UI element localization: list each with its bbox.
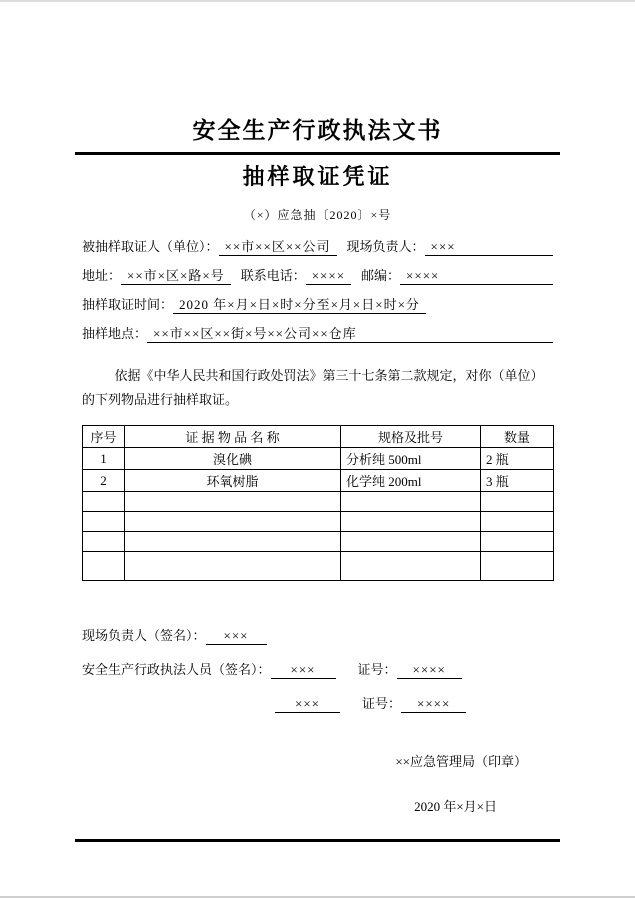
cell-seq: 1	[83, 448, 125, 470]
cell-spec-batch	[341, 512, 481, 532]
column-header-seq: 序号	[83, 426, 125, 448]
column-header-item-name: 证 据 物 品 名 称	[125, 426, 341, 448]
enforcer-signature-line-1	[82, 659, 553, 679]
cell-seq	[83, 492, 125, 512]
cell-spec-batch: 分析纯 500ml	[341, 448, 481, 470]
site-manager-signature-line	[82, 625, 553, 645]
cell-item-name	[125, 512, 341, 532]
field-line-sampling-time	[82, 294, 553, 323]
cert-number-label-1: 证号：	[357, 662, 397, 677]
address-label: 地址：	[82, 268, 122, 283]
form-fields	[82, 236, 553, 352]
cell-quantity: 2 瓶	[481, 448, 554, 470]
cell-item-name	[125, 552, 341, 581]
cell-spec-batch	[341, 492, 481, 512]
cell-quantity: 3 瓶	[481, 470, 554, 492]
sampled-party-label: 被抽样取证人（单位）：	[82, 239, 219, 254]
cell-item-name	[125, 532, 341, 552]
enforcer1-name-value: ×××	[271, 662, 336, 679]
cell-spec-batch	[341, 552, 481, 581]
phone-label: 联系电话：	[240, 268, 306, 283]
document-number: （×）应急抽〔2020〕×号	[243, 208, 392, 222]
cell-item-name	[125, 492, 341, 512]
table-row-empty	[83, 492, 554, 512]
sampling-location-label: 抽样地点：	[82, 326, 148, 341]
sampled-party-value: ××市××区××公司	[219, 236, 337, 256]
cell-seq	[83, 532, 125, 552]
signature-section	[82, 625, 553, 713]
cell-quantity	[481, 552, 554, 581]
cell-seq	[83, 512, 125, 532]
enforcer2-name-value: ×××	[275, 696, 340, 713]
enforcer-signature-label: 安全生产行政执法人员（签名）：	[82, 662, 271, 677]
sampling-location-value: ××市××区××街×号××公司××仓库	[147, 323, 553, 343]
column-header-quantity: 数量	[481, 426, 554, 448]
cell-seq	[83, 552, 125, 581]
table-row-empty	[83, 512, 554, 532]
cell-spec-batch: 化学纯 200ml	[341, 470, 481, 492]
cert-number-label-2: 证号：	[362, 696, 402, 711]
column-header-spec-batch: 规格及批号	[341, 426, 481, 448]
cell-quantity	[481, 532, 554, 552]
cell-spec-batch	[341, 532, 481, 552]
table-header-row	[83, 426, 554, 448]
enforcer2-cert-value: ××××	[401, 696, 466, 713]
document-content	[0, 2, 635, 842]
issuing-authority-seal-line: ××应急管理局（印章）	[395, 754, 527, 769]
table-row	[83, 448, 554, 470]
document-title: 抽样取证凭证	[242, 164, 393, 189]
footer-section	[82, 751, 553, 815]
issue-date: 2020 年×月×日	[414, 799, 497, 814]
table-row-empty	[83, 532, 554, 552]
site-manager-signature-value: ×××	[206, 628, 267, 645]
phone-value: ××××	[306, 268, 351, 285]
postcode-value: ××××	[400, 268, 553, 285]
field-line-address	[82, 265, 553, 294]
field-line-sampled-party	[82, 236, 553, 265]
sampling-time-label: 抽样取证时间：	[82, 297, 174, 312]
site-manager-label: 现场负责人：	[346, 239, 425, 254]
sampling-time-value: 2020 年×月×日×时×分至×月×日×时×分	[173, 294, 426, 314]
cell-item-name: 环氧树脂	[125, 470, 341, 492]
cell-item-name: 溴化碘	[125, 448, 341, 470]
enforcer1-cert-value: ××××	[397, 662, 462, 679]
table-row	[83, 470, 554, 492]
cell-quantity	[481, 492, 554, 512]
postcode-label: 邮编：	[361, 268, 401, 283]
legal-basis-paragraph: 依据《中华人民共和国行政处罚法》第三十七条第二款规定，对你（单位）的下列物品进行抽样取证。	[82, 368, 544, 407]
cell-seq: 2	[83, 470, 125, 492]
site-manager-signature-label: 现场负责人（签名）：	[82, 628, 206, 643]
enforcer-signature-line-2	[82, 693, 553, 713]
bottom-divider	[75, 839, 560, 842]
cell-quantity	[481, 512, 554, 532]
top-divider	[75, 152, 560, 155]
address-value: ××市×区×路×号	[121, 265, 231, 285]
table-row-empty	[83, 552, 554, 581]
evidence-items-table	[82, 425, 554, 581]
field-line-sampling-location	[82, 323, 553, 352]
site-manager-value: ×××	[425, 239, 553, 256]
document-category-title: 安全生产行政执法文书	[192, 118, 443, 143]
